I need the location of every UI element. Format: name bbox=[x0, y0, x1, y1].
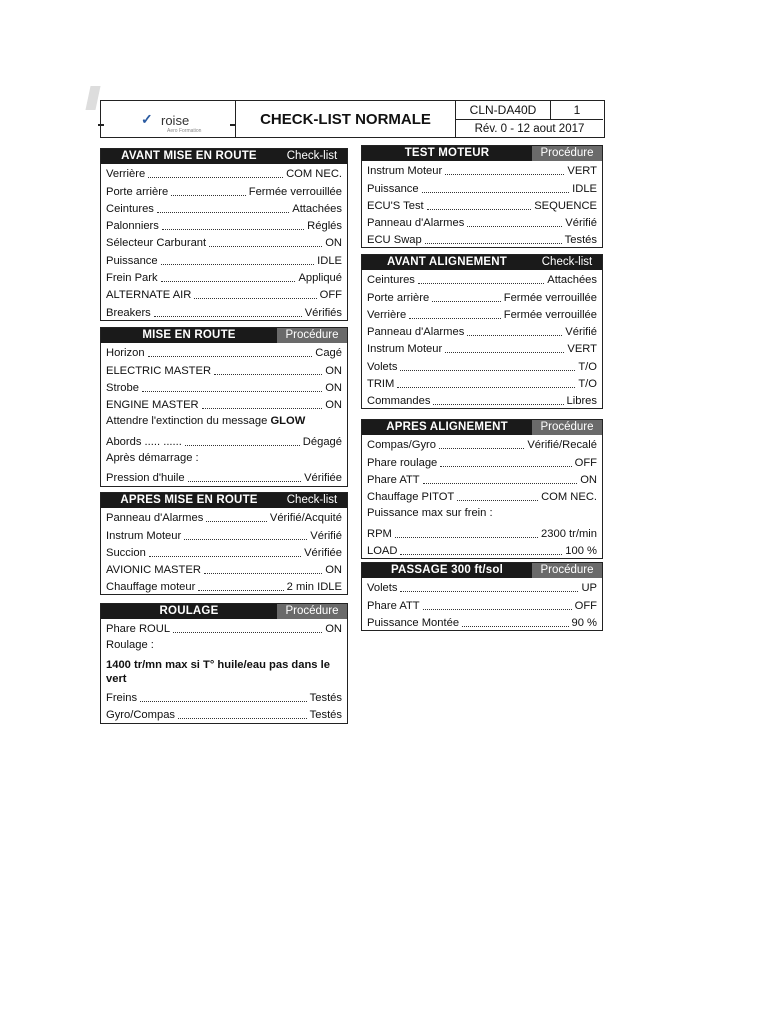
checklist-item bbox=[101, 302, 347, 319]
item-label: Porte arrière bbox=[367, 291, 430, 304]
section-header bbox=[362, 563, 602, 578]
item-value: UP bbox=[581, 582, 597, 595]
checklist-item bbox=[101, 343, 347, 360]
checklist-item bbox=[362, 541, 602, 558]
item-value: VERT bbox=[567, 343, 597, 356]
section-title: AVANT ALIGNEMENT bbox=[362, 255, 532, 270]
leader-dots bbox=[400, 370, 575, 371]
item-value: Vérifié bbox=[310, 529, 342, 542]
item-value: Libres bbox=[566, 395, 597, 408]
item-label: Verrière bbox=[367, 308, 407, 321]
section-header bbox=[362, 146, 602, 161]
logo-swoosh-icon: ✓ bbox=[141, 111, 153, 127]
item-label: Ceintures bbox=[367, 274, 415, 287]
item-label: Instrum Moteur bbox=[367, 165, 443, 178]
item-value: Vérifié/Recalé bbox=[527, 439, 597, 452]
leader-dots bbox=[432, 301, 501, 302]
item-label: Compas/Gyro bbox=[367, 439, 437, 452]
item-value: 90 % bbox=[571, 616, 597, 629]
leader-dots bbox=[445, 352, 564, 353]
item-value: OFF bbox=[574, 456, 597, 469]
leader-dots bbox=[161, 264, 315, 265]
section-title: ROULAGE bbox=[101, 604, 277, 619]
item-label: Strobe bbox=[106, 381, 139, 394]
checklist-item bbox=[101, 543, 347, 560]
item-value: Vérifié bbox=[565, 326, 597, 339]
leader-dots bbox=[422, 192, 570, 193]
item-value: T/O bbox=[578, 360, 597, 373]
section-type: Procédure bbox=[277, 328, 347, 343]
section-avant-mise-en-route bbox=[100, 148, 348, 321]
checklist-warning: 1400 tr/mn max si T° huile/eau pas dans le vert bbox=[106, 658, 330, 685]
leader-dots bbox=[425, 243, 562, 244]
item-value: 100 % bbox=[565, 545, 597, 558]
checklist-item bbox=[362, 356, 602, 373]
leader-dots bbox=[142, 391, 322, 392]
checklist-item bbox=[101, 688, 347, 705]
item-value: Testés bbox=[309, 709, 342, 722]
company-logo bbox=[101, 101, 236, 137]
item-value: OFF bbox=[319, 289, 342, 302]
leader-dots bbox=[462, 626, 568, 627]
leader-dots bbox=[202, 408, 323, 409]
item-value: Réglés bbox=[307, 220, 342, 233]
item-label: Verrière bbox=[106, 168, 146, 181]
leader-dots bbox=[427, 209, 532, 210]
checklist-item bbox=[362, 178, 602, 195]
leader-dots bbox=[395, 537, 538, 538]
checklist-item bbox=[362, 196, 602, 213]
item-value: ON bbox=[580, 473, 597, 486]
checklist-item bbox=[101, 250, 347, 267]
item-label: Puissance bbox=[106, 254, 158, 267]
item-value: COM NEC. bbox=[286, 168, 342, 181]
section-type: Procédure bbox=[532, 420, 602, 435]
checklist-item bbox=[362, 270, 602, 287]
leader-dots bbox=[433, 404, 563, 405]
section-title: APRES MISE EN ROUTE bbox=[101, 493, 277, 508]
item-value: ON bbox=[325, 381, 342, 394]
item-value: IDLE bbox=[317, 254, 342, 267]
item-value: Appliqué bbox=[298, 272, 342, 285]
leader-dots bbox=[409, 318, 501, 319]
section-type: Procédure bbox=[532, 563, 602, 578]
item-label: ALTERNATE AIR bbox=[106, 289, 192, 302]
leader-dots bbox=[148, 356, 313, 357]
checklist-item bbox=[101, 577, 347, 594]
checklist-item bbox=[101, 181, 347, 198]
checklist-item bbox=[101, 164, 347, 181]
checklist-item bbox=[362, 374, 602, 391]
leader-dots bbox=[198, 590, 283, 591]
section-type: Procédure bbox=[532, 146, 602, 161]
leader-dots bbox=[171, 195, 246, 196]
section-type: Procédure bbox=[277, 604, 347, 619]
item-label: Palonniers bbox=[106, 220, 159, 233]
checklist-item bbox=[362, 213, 602, 230]
section-apres-alignement bbox=[361, 419, 603, 559]
item-label: Gyro/Compas bbox=[106, 709, 176, 722]
checklist-item bbox=[362, 523, 602, 540]
item-value: Cagé bbox=[315, 347, 342, 360]
page-title: CHECK-LIST NORMALE bbox=[236, 101, 456, 137]
item-label: Abords ..... ...... bbox=[106, 435, 182, 448]
leader-dots bbox=[162, 229, 304, 230]
checklist-item bbox=[362, 452, 602, 469]
item-value: Attachées bbox=[292, 202, 342, 215]
item-value: 2 min IDLE bbox=[286, 581, 342, 594]
item-label: Puissance Montée bbox=[367, 616, 460, 629]
item-label: ECU Swap bbox=[367, 234, 422, 247]
item-value: IDLE bbox=[572, 182, 597, 195]
section-title: AVANT MISE EN ROUTE bbox=[101, 149, 277, 164]
item-value: Vérifiés bbox=[304, 306, 342, 319]
checklist-item bbox=[101, 199, 347, 216]
checklist-subheading: Après démarrage : bbox=[106, 451, 199, 464]
leader-dots bbox=[423, 483, 578, 484]
section-passage-300ft bbox=[361, 562, 603, 631]
checklist-item bbox=[362, 287, 602, 304]
checklist-item bbox=[362, 305, 602, 322]
item-label: ECU'S Test bbox=[367, 199, 424, 212]
note-text: Attendre l'extinction du message bbox=[106, 415, 271, 428]
checklist-item bbox=[362, 391, 602, 408]
section-header bbox=[101, 493, 347, 508]
item-value: Vérifiée bbox=[304, 472, 342, 485]
note-highlight: GLOW bbox=[270, 415, 306, 428]
revision: Rév. 0 - 12 aout 2017 bbox=[474, 122, 585, 135]
checklist-item bbox=[101, 705, 347, 722]
leader-dots bbox=[467, 226, 562, 227]
item-label: Succion bbox=[106, 546, 146, 559]
checklist-subheading: Roulage : bbox=[106, 639, 154, 652]
checklist-item bbox=[362, 613, 602, 630]
leader-dots bbox=[440, 466, 571, 467]
item-label: Phare ATT bbox=[367, 599, 420, 612]
item-label: Instrum Moteur bbox=[106, 529, 182, 542]
leader-dots bbox=[148, 177, 283, 178]
section-title: APRES ALIGNEMENT bbox=[362, 420, 532, 435]
leader-dots bbox=[467, 335, 562, 336]
item-value: ON bbox=[325, 399, 342, 412]
item-label: Chauffage PITOT bbox=[367, 491, 455, 504]
item-value: Dégagé bbox=[302, 435, 342, 448]
leader-dots bbox=[445, 174, 564, 175]
checklist-item bbox=[101, 468, 347, 485]
doc-code: CLN-DA40D bbox=[456, 101, 551, 120]
checklist-item bbox=[362, 578, 602, 595]
document-header bbox=[100, 100, 605, 138]
leader-dots bbox=[157, 212, 289, 213]
checklist-note bbox=[101, 412, 347, 431]
item-value: T/O bbox=[578, 378, 597, 391]
leader-dots bbox=[194, 298, 316, 299]
item-value: Testés bbox=[309, 691, 342, 704]
section-header bbox=[362, 420, 602, 435]
logo-text: roise bbox=[161, 113, 190, 128]
checklist-item bbox=[101, 395, 347, 412]
item-label: Sélecteur Carburant bbox=[106, 237, 207, 250]
checklist-item bbox=[101, 378, 347, 395]
item-value: Fermée verrouillée bbox=[503, 308, 597, 321]
item-label: Porte arrière bbox=[106, 185, 169, 198]
item-value: COM NEC. bbox=[541, 491, 597, 504]
item-value: Vérifié bbox=[565, 217, 597, 230]
item-label: Puissance bbox=[367, 182, 419, 195]
checklist-item bbox=[362, 230, 602, 247]
leader-dots bbox=[423, 609, 572, 610]
item-label: Phare ATT bbox=[367, 473, 420, 486]
margin-tick bbox=[230, 124, 236, 126]
checklist-item bbox=[362, 322, 602, 339]
leader-dots bbox=[161, 281, 296, 282]
section-mise-en-route bbox=[100, 327, 348, 487]
section-title: TEST MOTEUR bbox=[362, 146, 532, 161]
section-test-moteur bbox=[361, 145, 603, 248]
item-value: Vérifiée bbox=[304, 546, 342, 559]
item-value: ON bbox=[325, 364, 342, 377]
item-label: Volets bbox=[367, 582, 398, 595]
leader-dots bbox=[214, 374, 322, 375]
checklist-item bbox=[101, 360, 347, 377]
checklist-subheading: Puissance max sur frein : bbox=[367, 507, 493, 520]
checklist-item bbox=[362, 435, 602, 452]
checklist-item bbox=[362, 339, 602, 356]
checklist-item bbox=[362, 595, 602, 612]
section-roulage bbox=[100, 603, 348, 724]
item-value: ON bbox=[325, 564, 342, 577]
leader-dots bbox=[439, 448, 524, 449]
section-avant-alignement bbox=[361, 254, 603, 409]
checklist-item bbox=[101, 525, 347, 542]
scan-mark bbox=[85, 86, 100, 110]
item-label: Horizon bbox=[106, 347, 145, 360]
section-type: Check-list bbox=[277, 493, 347, 508]
item-label: RPM bbox=[367, 527, 392, 540]
leader-dots bbox=[400, 554, 562, 555]
item-value: Fermée verrouillée bbox=[248, 185, 342, 198]
section-title: MISE EN ROUTE bbox=[101, 328, 277, 343]
leader-dots bbox=[149, 556, 301, 557]
item-label: Pression d'huile bbox=[106, 472, 185, 485]
leader-dots bbox=[400, 591, 578, 592]
checklist-item bbox=[101, 233, 347, 250]
item-label: AVIONIC MASTER bbox=[106, 564, 201, 577]
item-value: 2300 tr/min bbox=[541, 527, 597, 540]
leader-dots bbox=[397, 387, 575, 388]
leader-dots bbox=[154, 316, 302, 317]
item-value: Vérifié/Acquité bbox=[269, 512, 342, 525]
item-value: SEQUENCE bbox=[534, 199, 597, 212]
item-value: Testés bbox=[564, 234, 597, 247]
section-header bbox=[101, 149, 347, 164]
section-type: Check-list bbox=[277, 149, 347, 164]
item-label: Panneau d'Alarmes bbox=[367, 326, 465, 339]
item-label: Volets bbox=[367, 360, 398, 373]
item-label: TRIM bbox=[367, 378, 395, 391]
item-label: Freins bbox=[106, 691, 138, 704]
checklist-item bbox=[362, 487, 602, 504]
leader-dots bbox=[206, 521, 267, 522]
checklist-item bbox=[362, 470, 602, 487]
item-label: ENGINE MASTER bbox=[106, 399, 199, 412]
item-value: OFF bbox=[574, 599, 597, 612]
item-label: Commandes bbox=[367, 395, 431, 408]
leader-dots bbox=[184, 539, 307, 540]
item-value: ON bbox=[325, 237, 342, 250]
page-number: 1 bbox=[551, 101, 603, 120]
leader-dots bbox=[457, 500, 538, 501]
checklist-item bbox=[101, 619, 347, 636]
leader-dots bbox=[204, 573, 322, 574]
item-label: Instrum Moteur bbox=[367, 343, 443, 356]
checklist-item bbox=[362, 161, 602, 178]
item-value: Fermée verrouillée bbox=[503, 291, 597, 304]
item-label: Panneau d'Alarmes bbox=[106, 512, 204, 525]
checklist-item bbox=[101, 285, 347, 302]
checklist-item bbox=[101, 560, 347, 577]
item-label: Frein Park bbox=[106, 272, 158, 285]
checklist-item bbox=[101, 216, 347, 233]
section-header bbox=[362, 255, 602, 270]
item-value: Attachées bbox=[547, 274, 597, 287]
section-header bbox=[101, 328, 347, 343]
item-value: ON bbox=[325, 623, 342, 636]
item-label: LOAD bbox=[367, 545, 398, 558]
checklist-item bbox=[101, 268, 347, 285]
section-type: Check-list bbox=[532, 255, 602, 270]
item-label: Panneau d'Alarmes bbox=[367, 217, 465, 230]
section-apres-mise-en-route bbox=[100, 492, 348, 595]
checklist-item bbox=[101, 431, 347, 448]
logo-subtitle: Aero Formation bbox=[167, 128, 202, 134]
section-title: PASSAGE 300 ft/sol bbox=[362, 563, 532, 578]
section-header bbox=[101, 604, 347, 619]
item-label: Breakers bbox=[106, 306, 151, 319]
item-value: VERT bbox=[567, 165, 597, 178]
checklist-item bbox=[101, 508, 347, 525]
item-label: Ceintures bbox=[106, 202, 154, 215]
item-label: Phare ROUL bbox=[106, 623, 171, 636]
leader-dots bbox=[418, 283, 544, 284]
leader-dots bbox=[209, 246, 322, 247]
item-label: Phare roulage bbox=[367, 456, 438, 469]
item-label: Chauffage moteur bbox=[106, 581, 196, 594]
item-label: ELECTRIC MASTER bbox=[106, 364, 212, 377]
